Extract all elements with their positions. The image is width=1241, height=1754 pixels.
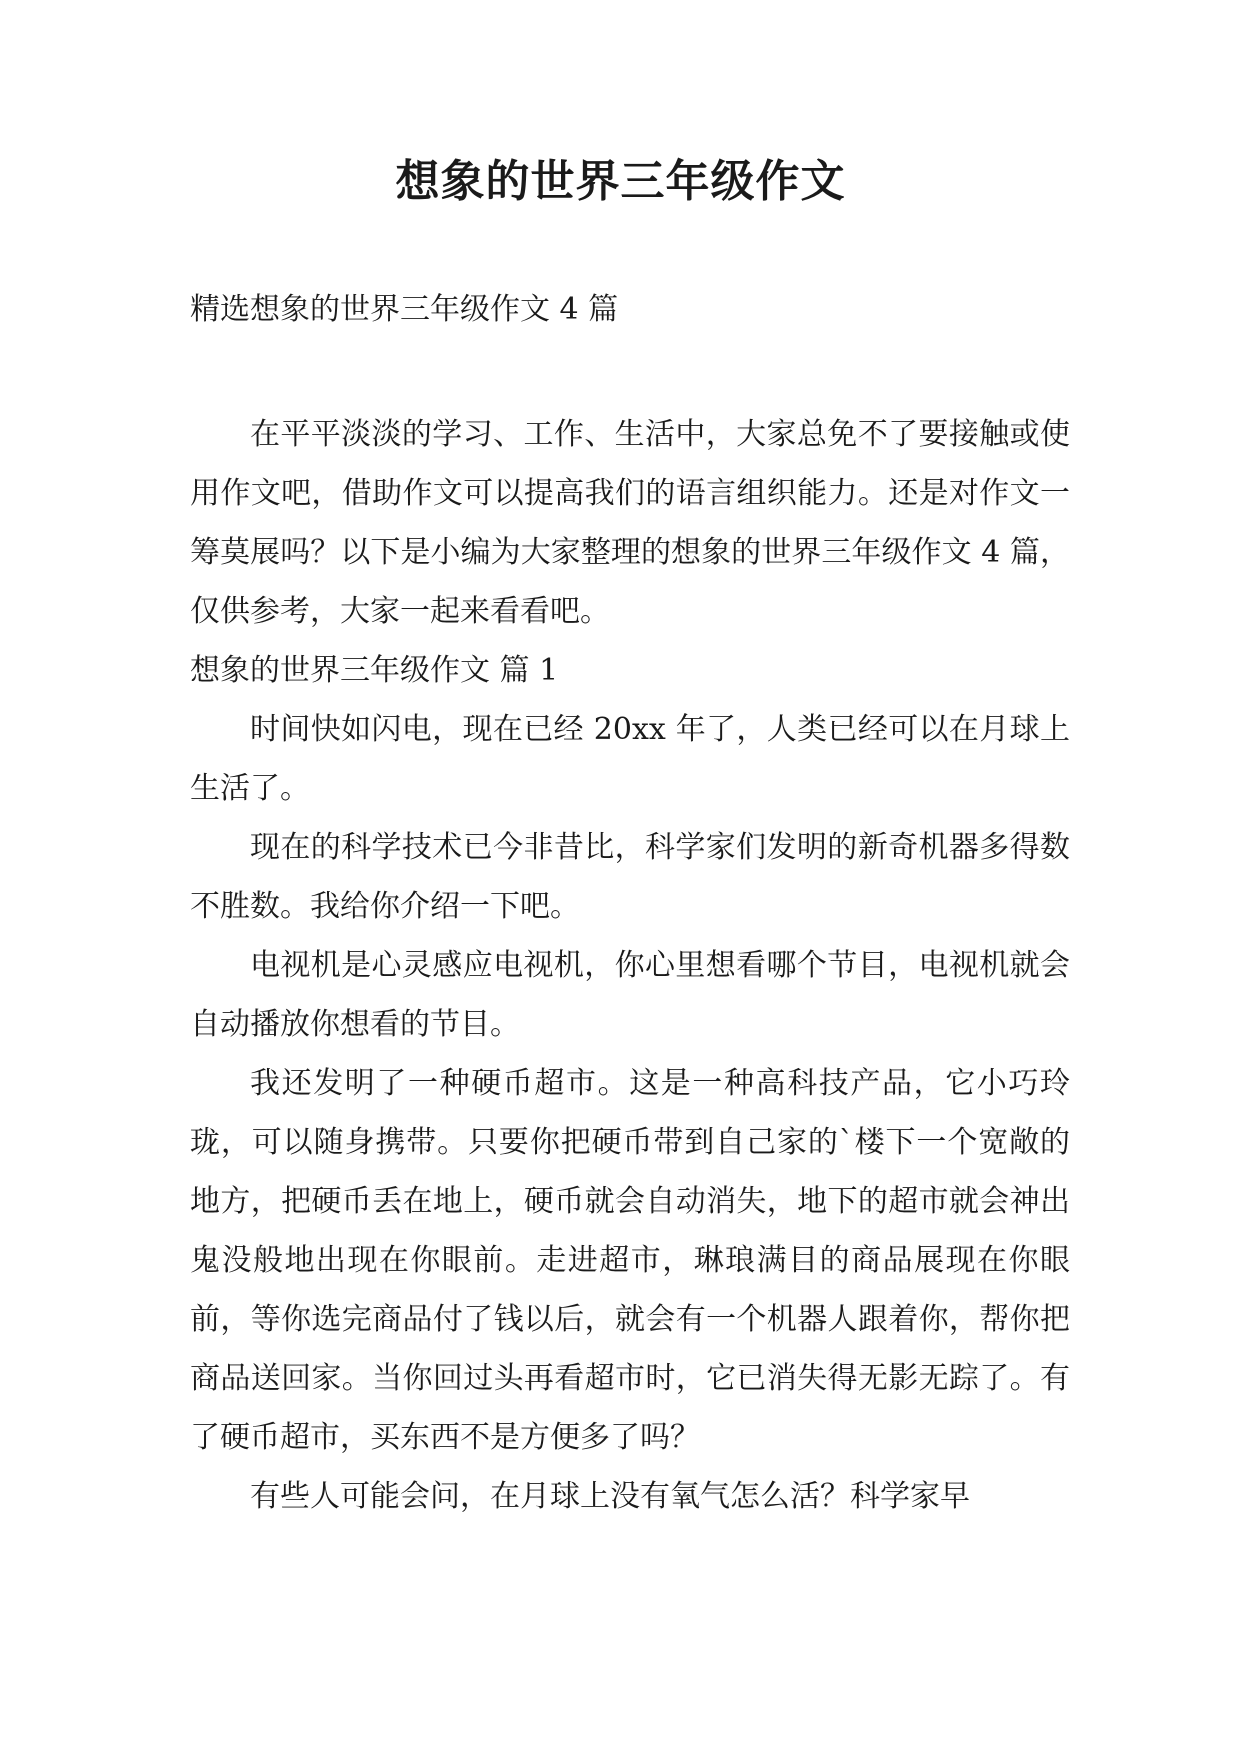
document-title: 想象的世界三年级作文 — [395, 156, 846, 207]
intro-paragraph: 在平平淡淡的学习、工作、生活中，大家总免不了要接触或使用作文吧，借助作文可以提高我们的语言组织能力。还是对作文一筹莫展吗？以下是小编为大家整理的想象的世界三年级作文 4 篇，仅供参考，大家一起来看看吧。 — [190, 417, 1070, 629]
paragraph: 电视机是心灵感应电视机，你心里想看哪个节目，电视机就会自动播放你想看的节目。 — [190, 948, 1070, 1042]
section-heading: 想象的世界三年级作文 篇 1 — [190, 653, 559, 688]
document-body — [190, 405, 1070, 1526]
paragraph: 现在的科学技术已今非昔比，科学家们发明的新奇机器多得数不胜数。我给你介绍一下吧。 — [190, 830, 1070, 924]
paragraph: 有些人可能会问，在月球上没有氧气怎么活？科学家早 — [250, 1479, 970, 1514]
document-subtitle: 精选想象的世界三年级作文 4 篇 — [190, 292, 619, 327]
paragraph: 我还发明了一种硬币超市。这是一种高科技产品，它小巧玲珑，可以随身携带。只要你把硬币带到自己家的`楼下一个宽敞的地方，把硬币丢在地上，硬币就会自动消失，地下的超市就会神出鬼没般地出现在你眼前。走进超市，琳琅满目的商品展现在你眼前，等你选完商品付了钱以后，就会有一个机器人跟着你，帮你把商品送回家。当你回过头再看超市时，它已消失得无影无踪了。有了硬币超市，买东西不是方便多了吗？ — [190, 1066, 1070, 1455]
paragraph: 时间快如闪电，现在已经 20xx 年了，人类已经可以在月球上生活了。 — [190, 712, 1070, 806]
